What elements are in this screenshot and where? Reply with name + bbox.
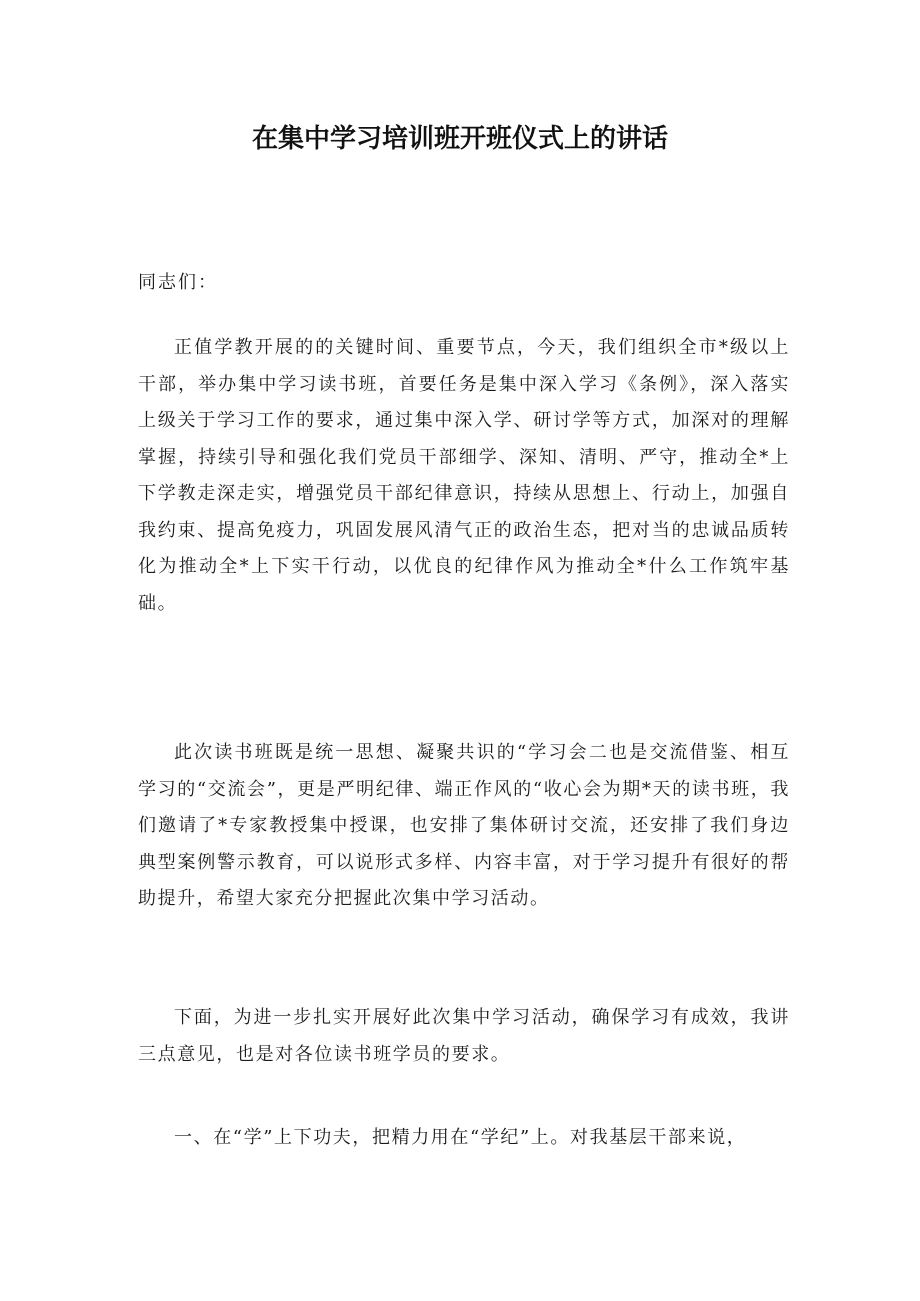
paragraph-3: 下面，为进一步扎实开展好此次集中学习活动，确保学习有成效，我讲三点意见，也是对各位读书班学员的要求。 (138, 1007, 790, 1065)
paragraph-1: 正值学教开展的的关键时间、重要节点，今天，我们组织全市*级以上干部，举办集中学习读书班，首要任务是集中深入学习《条例》，深入落实上级关于学习工作的要求，通过集中深入学、研讨学等方式，加深对的理解掌握，持续引导和强化我们党员干部细学、深知、清明、严守，推动全*上下学教走深走实，增强党员干部纪律意识，持续从思想上、行动上，加强自我约束、提高免疫力，巩固发展风清气正的政治生态，把对当的忠诚品质转化为推动全*上下实干行动，以优良的纪律作风为推动全*什么工作筑牢基础。 (138, 337, 790, 614)
salutation: 同志们： (138, 272, 218, 293)
paragraph-2: 此次读书班既是统一思想、凝聚共识的“学习会二也是交流借鉴、相互学习的“交流会”，更是严明纪律、端正作风的“收心会为期*天的读书班，我们邀请了*专家教授集中授课，也安排了集体研讨交流，还安排了我们身边典型案例警示教育，可以说形式多样、内容丰富，对于学习提升有很好的帮助提升，希望大家充分把握此次集中学习活动。 (138, 742, 790, 909)
paragraph-4: 一、在“学”上下功夫，把精力用在“学纪”上。对我基层干部来说， (174, 1127, 747, 1148)
document-title: 在集中学习培训班开班仪式上的讲话 (251, 124, 668, 154)
